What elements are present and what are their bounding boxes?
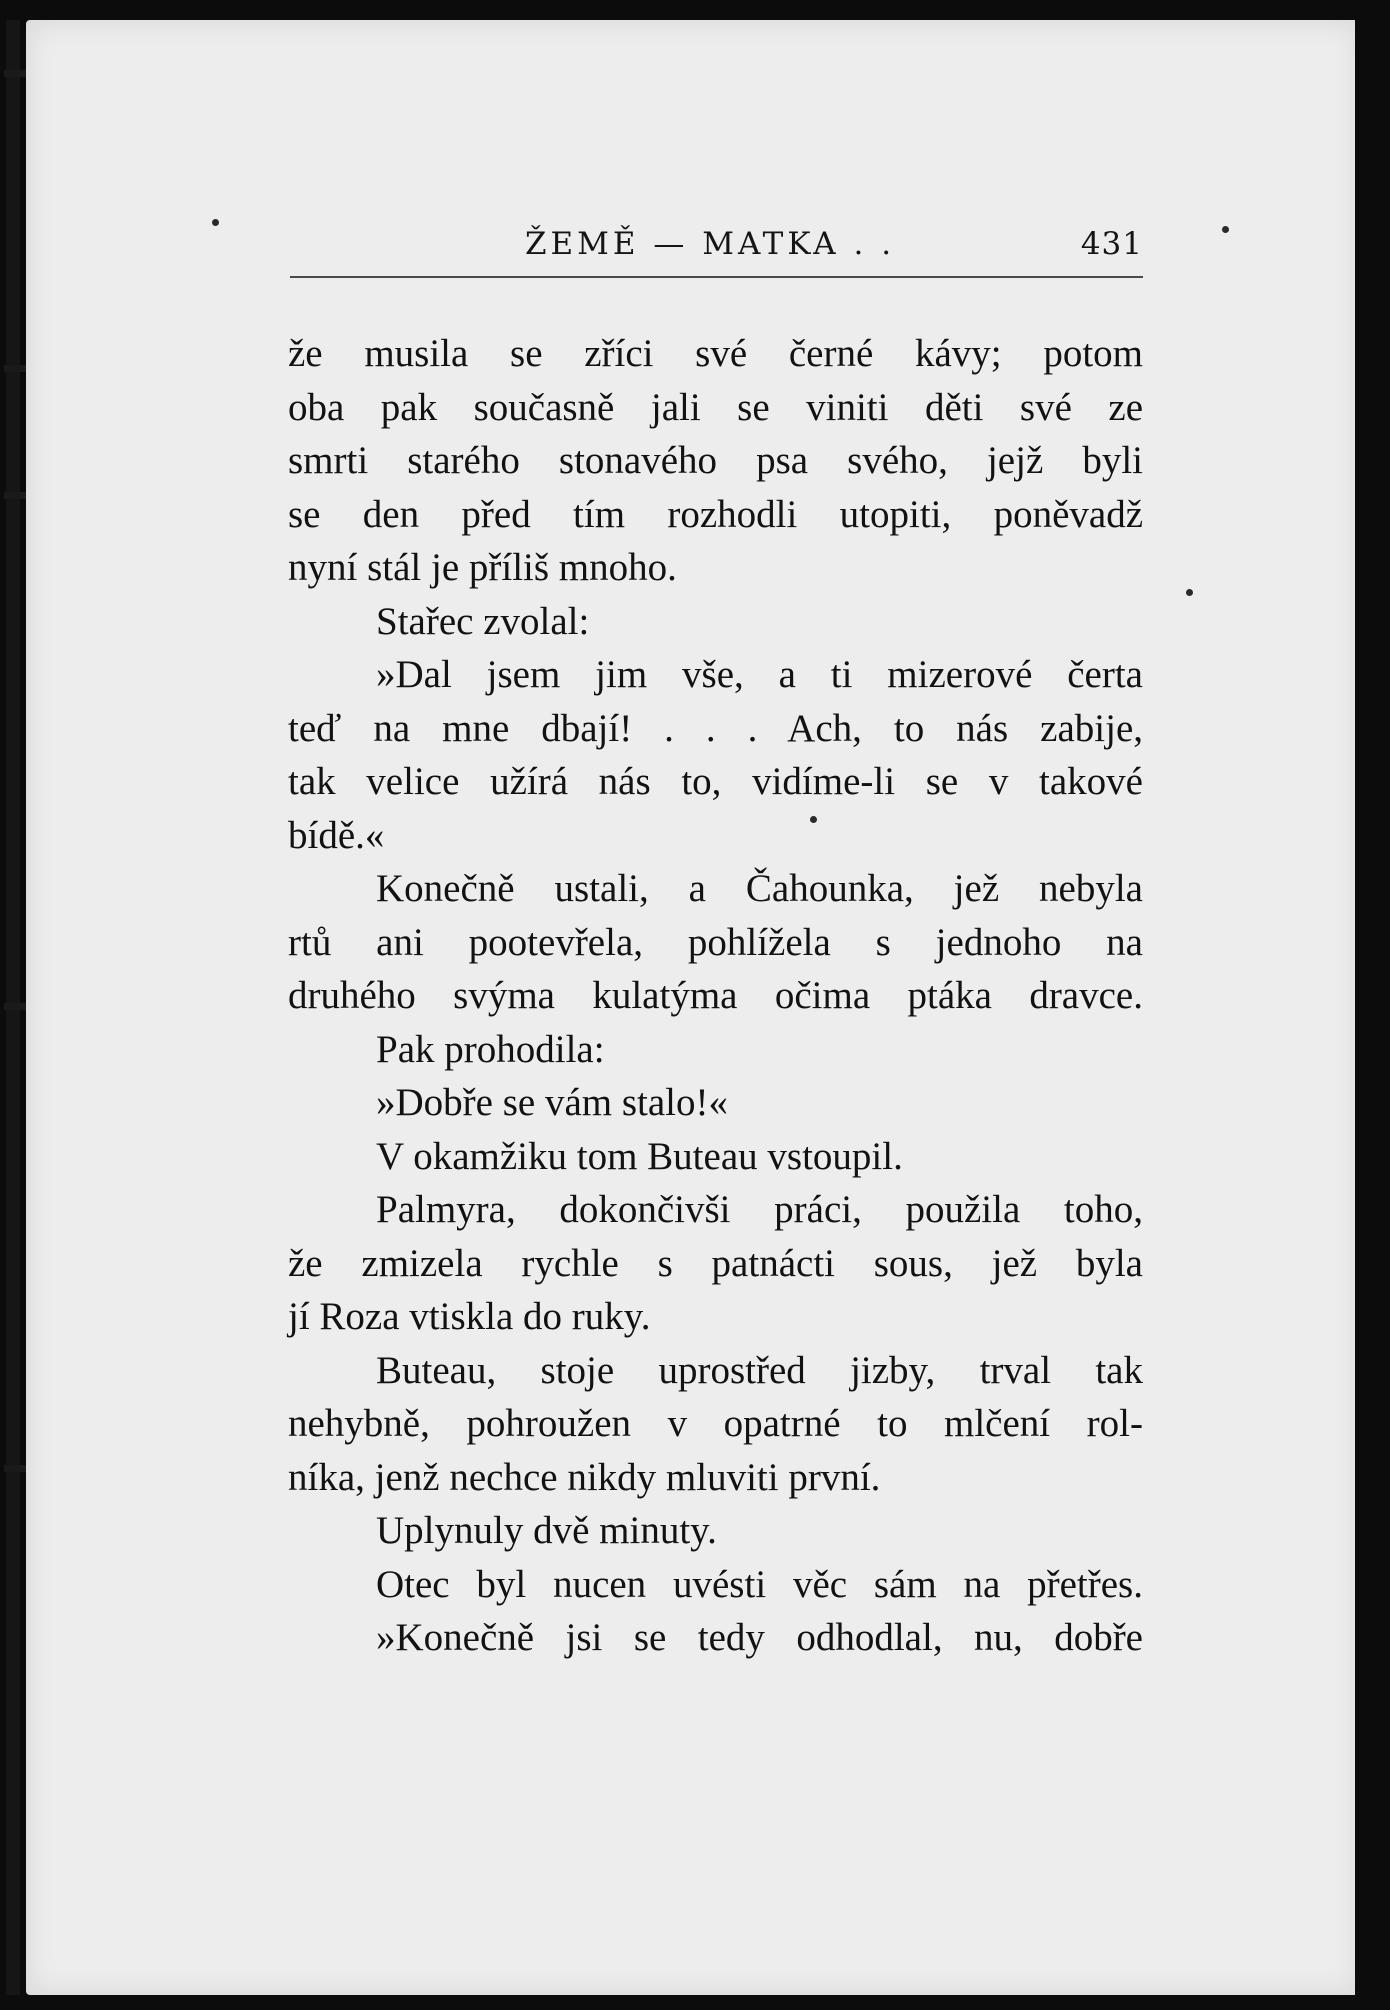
text-line: »Dobře se vám stalo!« <box>376 1081 728 1124</box>
binding-mark <box>4 1465 28 1472</box>
body-text <box>288 327 1143 1665</box>
text-line: že musila se zříci své černé kávy; potom <box>288 332 1143 375</box>
text-line: Pak prohodila: <box>376 1027 605 1071</box>
text-line: druhého svýma kulatýma očima ptáka dravce. <box>288 974 1143 1017</box>
text-line: Stařec zvolal: <box>376 599 590 643</box>
text-line: jí Roza vtiskla do ruky. <box>288 1295 651 1338</box>
text-line: »Dal jsem jim vše, a ti mizerové čerta <box>376 653 1143 696</box>
header-rule <box>290 276 1143 278</box>
text-line: Konečně ustali, a Čahounka, jež nebyla <box>376 867 1143 910</box>
binding-mark <box>4 1003 28 1010</box>
text-line: teď na mne dbají! . . . Ach, to nás zabije, <box>288 706 1143 750</box>
text-line: nyní stál je příliš mnoho. <box>288 546 677 589</box>
text-line: tak velice užírá nás to, vidíme-li se v takové <box>288 760 1143 803</box>
text-line: že zmizela rychle s patnácti sous, jež byla <box>288 1241 1143 1285</box>
text-line: V okamžiku tom Buteau vstoupil. <box>376 1134 903 1178</box>
page-number: 431 <box>1080 226 1143 262</box>
text-line: Otec byl nucen uvésti věc sám na přetřes. <box>376 1562 1143 1606</box>
dust-speck <box>212 219 219 226</box>
page-right-edge <box>1355 0 1390 2010</box>
text-line: Uplynuly dvě minuty. <box>376 1509 717 1552</box>
text-line: bídě.« <box>288 813 385 857</box>
running-title: ŽEMĚ — MATKA . . <box>525 226 896 262</box>
page-header <box>290 212 1143 272</box>
text-line: nehybně, pohroužen v opatrné to mlčení rol- <box>288 1402 1143 1445</box>
text-line: Buteau, stoje uprostřed jizby, trval tak <box>376 1348 1143 1392</box>
dust-speck <box>1186 589 1193 596</box>
text-line: níka, jenž nechce nikdy mluviti první. <box>288 1455 881 1499</box>
binding-mark <box>4 365 28 372</box>
binding-mark <box>4 492 28 499</box>
text-line: Palmyra, dokončivši práci, použila toho, <box>376 1188 1143 1231</box>
text-line: oba pak současně jali se viniti děti své ze <box>288 385 1143 429</box>
dust-speck <box>1222 226 1229 233</box>
binding-mark <box>4 70 28 77</box>
text-line: rtů ani pootevřela, pohlížela s jednoho na <box>288 920 1143 964</box>
text-line: se den před tím rozhodli utopiti, poněvadž <box>288 492 1143 536</box>
text-line: smrti starého stonavého psa svého, jejž byli <box>288 439 1143 482</box>
text-line: »Konečně jsi se tedy odhodlal, nu, dobře <box>376 1616 1143 1659</box>
